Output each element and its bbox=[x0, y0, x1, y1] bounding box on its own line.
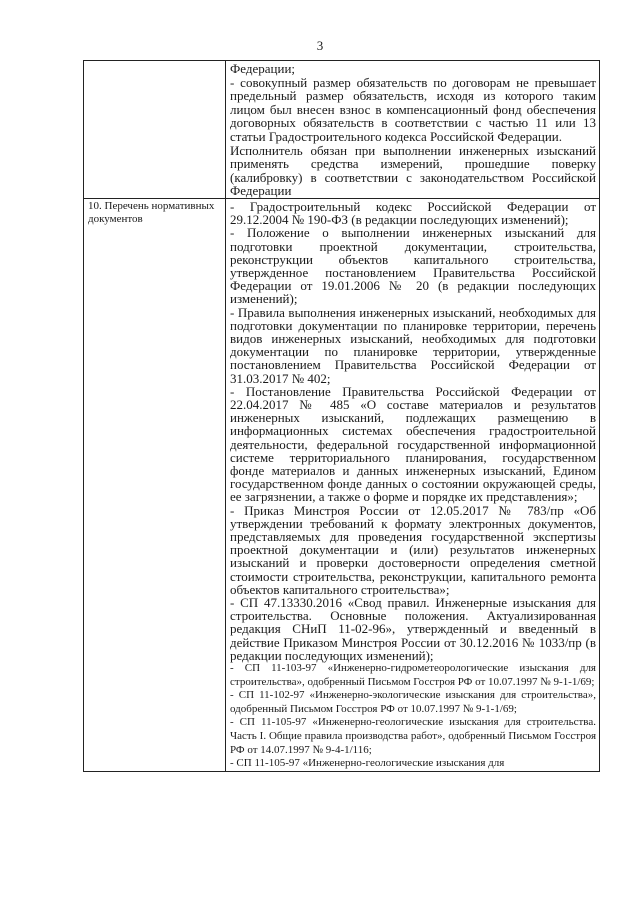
paragraph: Исполнитель обязан при выполнении инженерных изысканий применять средства измерений, прошедшие поверку (калибровку) в соответствии с законодательством Российской Федерации bbox=[230, 142, 596, 199]
requirements-table bbox=[83, 60, 600, 772]
row-label-cell bbox=[84, 198, 226, 771]
paragraph: Федерации; bbox=[230, 61, 296, 76]
row-content-cell bbox=[226, 198, 600, 771]
list-item: - СП 11-102-97 «Инженерно-экологические изыскания для строительства», одобренный Письмом Госстроя РФ от 10.07.1997 № 9-1-1/69; bbox=[230, 689, 596, 715]
list-item: - СП 11-105-97 «Инженерно-геологические изыскания для bbox=[230, 757, 505, 770]
table-row bbox=[84, 61, 600, 199]
page-number: 3 bbox=[316, 38, 324, 53]
list-item: - СП 11-103-97 «Инженерно-гидрометеорологические изыскания для строительства», одобренный Письмом Госстроя РФ от 10.07.1997 № 9-1-1/69; bbox=[230, 662, 596, 688]
paragraph: - совокупный размер обязательств по договорам не превышает предельный размер обязательств, исходя из которого таким лицом был внесен взнос в компенсационный фонд обеспечения договорных обязательств в соответствии с частью 11 или 13 статьи Градостроительного кодекса Российской Федерации. bbox=[230, 74, 596, 144]
list-item: - СП 47.13330.2016 «Свод правил. Инженерные изыскания для строительства. Основные положения. Актуализированная редакция СНиП 11-02-96», утвержденный и введенный в действие Приказом Минстроя России от 30.12.2016 № 1033/пр (в редакции последующих изменений); bbox=[230, 595, 596, 663]
row-label-cell bbox=[84, 61, 226, 199]
list-item: - Постановление Правительства Российской Федерации от 22.04.2017 № 485 «О составе материалов и результатов инженерных изысканий, подлежащих размещению в информационных системах обеспечения градостроительной деятельности, федеральной государственной информационной системе территориального планирования, государственном фонде материалов и данных инженерных изысканий, Едином государственном фонде данных о состоянии окружающей среды, ее загрязнении, а также о форме и порядке их представления»; bbox=[230, 383, 596, 505]
list-item: - СП 11-105-97 «Инженерно-геологические изыскания для строительства. Часть I. Общие правила производства работ», одобренный Письмом Госстроя РФ от 14.07.1997 № 9-4-1/116; bbox=[230, 716, 596, 756]
list-item: - Приказ Минстроя России от 12.05.2017 № 783/пр «Об утверждении требований к формату электронных документов, представляемых для проведения государственной экспертизы проектной документации и (или) результатов инженерных изысканий и проверки достоверности определения сметной стоимости строительства, реконструкции, капитального ремонта объектов капитального строительства»; bbox=[230, 502, 596, 597]
small-print-items bbox=[230, 662, 596, 771]
list-item: - Градостроительный кодекс Российской Федерации от 29.12.2004 № 190-ФЗ (в редакции последующих изменений); bbox=[230, 198, 596, 228]
row-content-cell bbox=[226, 61, 600, 199]
row-label: 10. Перечень нормативных документов bbox=[88, 199, 215, 225]
row-label bbox=[84, 61, 225, 62]
list-item: - Положение о выполнении инженерных изысканий для подготовки проектной документации, строительства, реконструкции объектов капитального строительства, утвержденное постановлением Правительства Российской Федерации от 19.01.2006 № 20 (в редакции последующих изменений); bbox=[230, 225, 596, 307]
list-item: - Правила выполнения инженерных изысканий, необходимых для подготовки документации по планировке территории, перечень видов инженерных изысканий, необходимых для подготовки документации по планировке территории, утвержденные постановлением Правительства Российской Федерации от 31.03.2017 № 402; bbox=[230, 304, 596, 386]
table-row bbox=[84, 198, 600, 771]
